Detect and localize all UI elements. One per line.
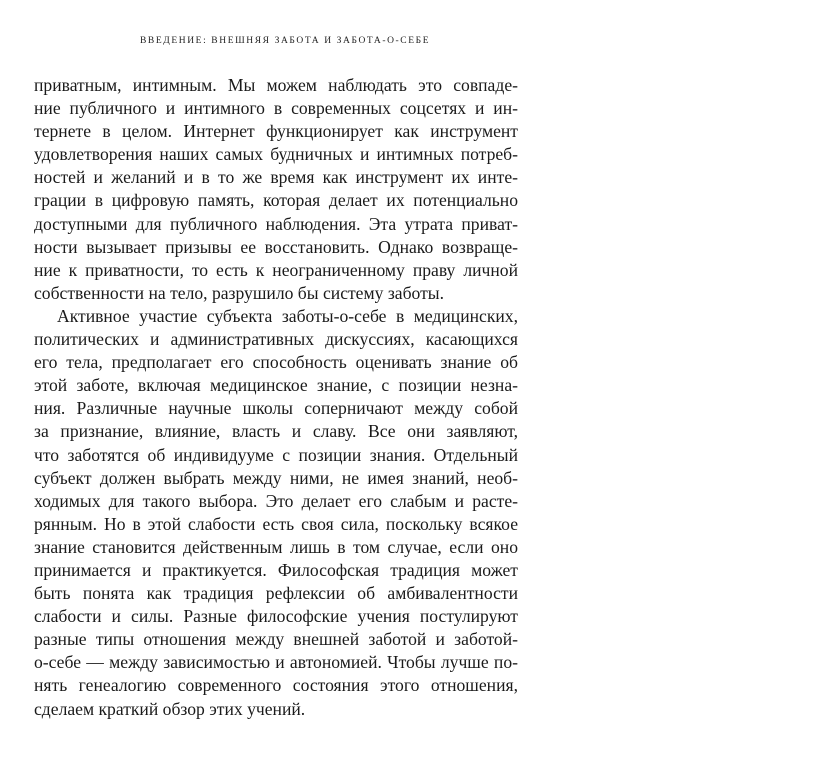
text-line: слабости и силы. Разные философские учения постулируют xyxy=(34,606,518,627)
body-text xyxy=(34,74,518,721)
text-line: что заботятся об индивидууме с позиции знания. Отдельный xyxy=(34,444,518,465)
text-line: субъект должен выбрать между ними, не имея знаний, необ- xyxy=(34,467,518,488)
paragraph-2 xyxy=(34,305,518,721)
text-line: ния. Различные научные школы соперничают между собой xyxy=(34,398,518,419)
text-line: грации в цифровую память, которая делает их потенциально xyxy=(34,190,518,211)
text-line: Активное участие субъекта заботы-о-себе в медицинских, xyxy=(57,305,518,326)
text-line: удовлетворения наших самых будничных и интимных потреб- xyxy=(34,144,518,165)
text-line: о-себе — между зависимостью и автономией. Чтобы лучше по- xyxy=(34,652,518,673)
text-line: сделаем краткий обзор этих учений. xyxy=(34,698,306,719)
text-line: его тела, предполагает его способность оценивать знание об xyxy=(34,352,518,373)
text-line: собственности на тело, разрушило бы систему заботы. xyxy=(34,282,445,303)
text-line: этой заботе, включая медицинское знание, с позиции незна- xyxy=(34,375,518,396)
text-line: ходимых для такого выбора. Это делает его слабым и расте- xyxy=(34,490,518,511)
text-line: ностей и желаний и в то же время как инструмент их инте- xyxy=(34,167,518,188)
text-line: рянным. Но в этой слабости есть своя сила, поскольку всякое xyxy=(34,513,518,534)
text-line: ности вызывает призывы ее восстановить. Однако возвраще- xyxy=(34,236,518,257)
text-line: разные типы отношения между внешней заботой и заботой- xyxy=(34,629,518,650)
text-line: ние к приватности, то есть к неограниченному праву личной xyxy=(34,259,518,280)
paragraph-1 xyxy=(34,74,518,305)
text-line: приватным, интимным. Мы можем наблюдать это совпаде- xyxy=(34,75,518,95)
text-line: политических и административных дискуссиях, касающихся xyxy=(34,329,518,350)
text-line: тернете в целом. Интернет функционирует как инструмент xyxy=(34,121,518,142)
text-line: нять генеалогию современного состояния этого отношения, xyxy=(34,675,518,696)
text-line: за признание, влияние, власть и славу. Все они заявляют, xyxy=(34,421,518,442)
running-header: ВВЕДЕНИЕ: ВНЕШНЯЯ ЗАБОТА И ЗАБОТА-О-СЕБЕ xyxy=(140,36,431,46)
text-line: доступными для публичного наблюдения. Эта утрата приват- xyxy=(34,213,518,234)
text-line: ние публичного и интимного в современных соцсетях и ин- xyxy=(34,98,518,119)
text-line: быть понята как традиция рефлексии об амбивалентности xyxy=(34,583,518,604)
text-line: знание становится действенным лишь в том случае, если оно xyxy=(34,536,518,557)
text-line: принимается и практикуется. Философская традиция может xyxy=(34,559,518,580)
